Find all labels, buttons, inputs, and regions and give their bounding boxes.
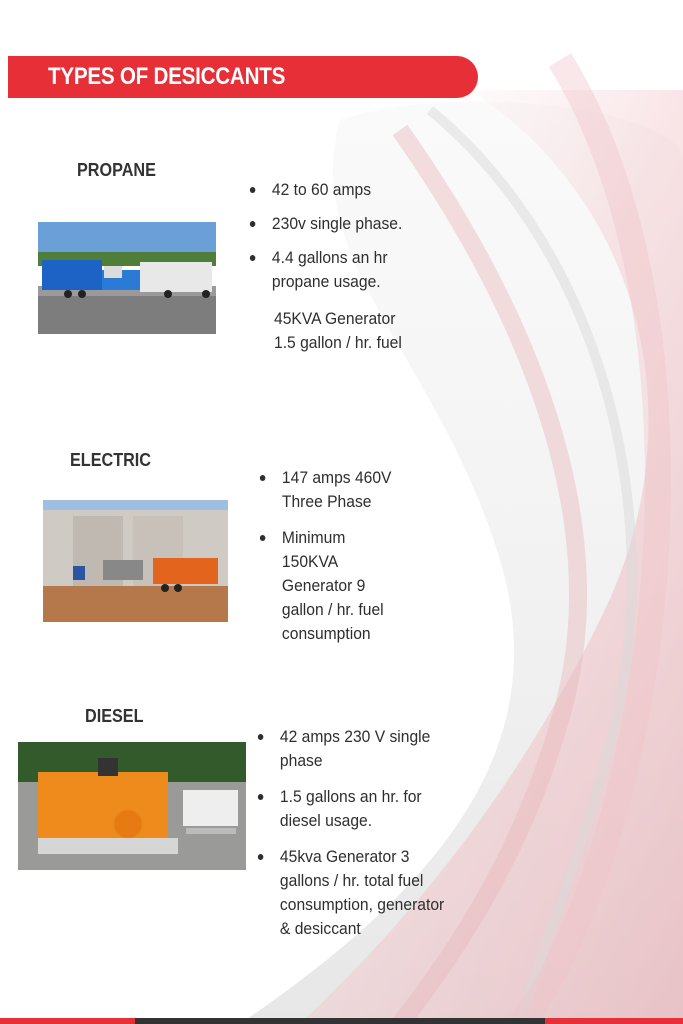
propane-specs-list <box>248 178 468 304</box>
list-item: 1.5 gallons an hr. for diesel usage. <box>256 785 432 833</box>
list-item: 42 amps 230 V single phase <box>256 725 436 773</box>
note-line: 1.5 gallon / hr. fuel <box>274 333 402 352</box>
header-banner <box>8 56 478 98</box>
page-title: TYPES OF DESICCANTS <box>48 63 286 90</box>
section-title-propane: PROPANE <box>77 160 156 180</box>
list-item: 45kva Generator 3 gallons / hr. total fuel consumption, generator & desiccant <box>256 845 450 941</box>
diesel-specs-list <box>256 725 476 951</box>
footer-bar-right <box>545 1018 683 1024</box>
electric-specs-list <box>258 466 458 656</box>
list-item: 230v single phase. <box>248 212 450 236</box>
list-item: 147 amps 460V Three Phase <box>258 466 402 514</box>
section-title-diesel: DIESEL <box>85 706 144 726</box>
footer-bar-left <box>0 1018 135 1024</box>
section-title-electric: ELECTRIC <box>70 450 151 470</box>
note-line: 45KVA Generator <box>274 309 396 328</box>
electric-unit-photo <box>43 500 228 622</box>
list-item: Minimum 150KVA Generator 9 gallon / hr. fuel consumption <box>258 526 402 646</box>
footer-bar-center <box>135 1018 545 1024</box>
list-item: 42 to 60 amps <box>248 178 450 202</box>
propane-generator-note <box>274 307 402 355</box>
diesel-unit-photo <box>18 742 246 870</box>
propane-unit-photo <box>38 222 216 334</box>
list-item: 4.4 gallons an hr propane usage. <box>248 246 410 294</box>
